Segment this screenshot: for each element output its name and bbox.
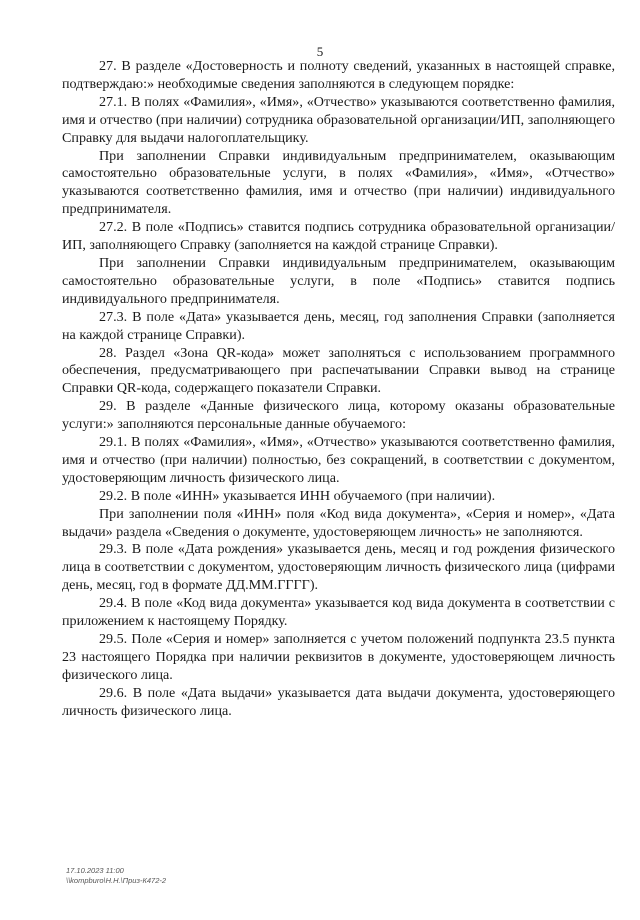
paragraph-29-6: 29.6. В поле «Дата выдачи» указывается дата выдачи документа, удостоверяющего личность физического лица. — [62, 684, 615, 719]
paragraph-28: 28. Раздел «Зона QR-кода» может заполняться с использованием программного обеспечения, предусматривающего при распечатывании Справки вывод на странице Справки QR-кода, содержащего показатели Справки. — [62, 344, 615, 397]
paragraph-27-1-ip: При заполнении Справки индивидуальным предпринимателем, оказывающим самостоятельно образовательные услуги, в полях «Фамилия», «Имя», «Отчество» указываются соответственно фамилия, имя и отчество (при наличии) индивидуального предпринимателя. — [62, 147, 615, 218]
paragraph-27-2-ip: При заполнении Справки индивидуальным предпринимателем, оказывающим самостоятельно образовательные услуги, в поле «Подпись» ставится подпись индивидуального предпринимателя. — [62, 254, 615, 307]
paragraph-29-2: 29.2. В поле «ИНН» указывается ИНН обучаемого (при наличии). — [99, 487, 496, 504]
paragraph-29-4: 29.4. В поле «Код вида документа» указывается код вида документа в соответствии с приложением к настоящему Порядку. — [62, 595, 615, 630]
document-body — [62, 58, 615, 721]
print-footer — [66, 866, 166, 885]
paragraph-27-2: 27.2. В поле «Подпись» ставится подпись сотрудника образовательной организации/ИП, заполняющего Справку (заполняется на каждой странице Справки). — [62, 219, 615, 254]
paragraph-29: 29. В разделе «Данные физического лица, которому оказаны образовательные услуги:» заполняются персональные данные обучаемого: — [62, 398, 615, 433]
paragraph-29-2-note: При заполнении поля «ИНН» поля «Код вида документа», «Серия и номер», «Дата выдачи» раздела «Сведения о документе, удостоверяющем личность» не заполняются. — [62, 505, 615, 540]
paragraph-27-1: 27.1. В полях «Фамилия», «Имя», «Отчество» указываются соответственно фамилия, имя и отчество (при наличии) сотрудника образовательной организации/ИП, заполняющего Справку для выдачи налогоплательщику. — [62, 93, 615, 146]
paragraph-27: 27. В разделе «Достоверность и полноту сведений, указанных в настоящей справке, подтверждаю:» необходимые сведения заполняются в следующем порядке: — [62, 58, 615, 92]
file-path: \\kompburo\Н.Н.\Приз-К472-2 — [66, 875, 167, 885]
page-number: 5 — [316, 44, 324, 59]
print-date: 17.10.2023 11:00 — [66, 866, 124, 875]
paragraph-29-3: 29.3. В поле «Дата рождения» указывается день, месяц и год рождения физического лица в соответствии с документом, удостоверяющим личность физического лица (цифрами день, месяц, год в формате ДД.ММ.ГГГГ). — [62, 541, 615, 594]
paragraph-29-5: 29.5. Поле «Серия и номер» заполняется с учетом положений подпункта 23.5 пункта 23 настоящего Порядка при наличии реквизитов в документе, удостоверяющем личность физического лица. — [62, 631, 615, 683]
paragraph-29-1: 29.1. В полях «Фамилия», «Имя», «Отчество» указываются соответственно фамилия, имя и отчество (при наличии) полностью, без сокращений, в соответствии с документом, удостоверяющим личность физического лица. — [62, 434, 615, 486]
paragraph-27-3: 27.3. В поле «Дата» указывается день, месяц, год заполнения Справки (заполняется на каждой странице Справки). — [62, 308, 615, 343]
